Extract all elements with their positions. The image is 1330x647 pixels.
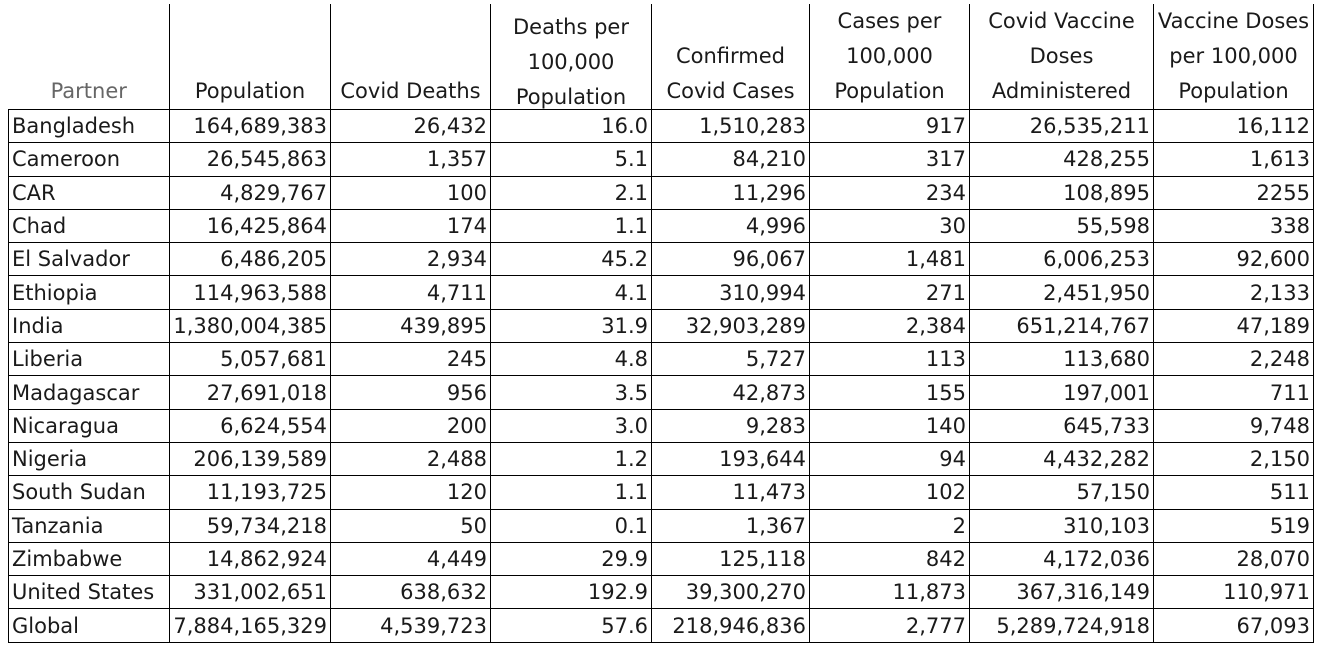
covid-deaths-cell: 174 xyxy=(331,209,491,242)
cases-per-100k-cell: 30 xyxy=(810,209,970,242)
table-row xyxy=(9,209,1314,242)
population-cell: 14,862,924 xyxy=(170,542,331,575)
confirmed-cases-cell: 193,644 xyxy=(652,442,810,475)
cases-per-100k-cell: 102 xyxy=(810,476,970,509)
confirmed-cases-cell: 4,996 xyxy=(652,209,810,242)
deaths-per-100k-cell: 0.1 xyxy=(491,509,652,542)
deaths-per-100k-cell: 57.6 xyxy=(491,609,652,642)
doses-per-100k-cell: 519 xyxy=(1154,509,1314,542)
deaths-per-100k-cell: 1.1 xyxy=(491,209,652,242)
confirmed-cases-cell: 9,283 xyxy=(652,409,810,442)
table-header-row xyxy=(9,4,1314,110)
covid-deaths-cell: 4,449 xyxy=(331,542,491,575)
vaccine-doses-cell: 428,255 xyxy=(970,143,1154,176)
table-row xyxy=(9,476,1314,509)
deaths-per-100k-cell: 16.0 xyxy=(491,110,652,143)
confirmed-cases-cell: 218,946,836 xyxy=(652,609,810,642)
column-header-covid-deaths: Covid Deaths xyxy=(331,4,491,110)
covid-deaths-cell: 1,357 xyxy=(331,143,491,176)
population-cell: 164,689,383 xyxy=(170,110,331,143)
deaths-per-100k-cell: 2.1 xyxy=(491,176,652,209)
table-row xyxy=(9,143,1314,176)
deaths-per-100k-cell: 5.1 xyxy=(491,143,652,176)
doses-per-100k-cell: 110,971 xyxy=(1154,576,1314,609)
column-header-confirmed-cases: Confirmed Covid Cases xyxy=(652,4,810,110)
vaccine-doses-cell: 310,103 xyxy=(970,509,1154,542)
confirmed-cases-cell: 125,118 xyxy=(652,542,810,575)
cases-per-100k-cell: 234 xyxy=(810,176,970,209)
population-cell: 6,624,554 xyxy=(170,409,331,442)
confirmed-cases-cell: 11,473 xyxy=(652,476,810,509)
vaccine-doses-cell: 2,451,950 xyxy=(970,276,1154,309)
vaccine-doses-cell: 57,150 xyxy=(970,476,1154,509)
partner-cell: Zimbabwe xyxy=(9,542,170,575)
doses-per-100k-cell: 9,748 xyxy=(1154,409,1314,442)
vaccine-doses-cell: 651,214,767 xyxy=(970,309,1154,342)
partner-cell: Ethiopia xyxy=(9,276,170,309)
doses-per-100k-cell: 2255 xyxy=(1154,176,1314,209)
deaths-per-100k-cell: 3.0 xyxy=(491,409,652,442)
cases-per-100k-cell: 140 xyxy=(810,409,970,442)
deaths-per-100k-cell: 3.5 xyxy=(491,376,652,409)
covid-deaths-cell: 200 xyxy=(331,409,491,442)
doses-per-100k-cell: 338 xyxy=(1154,209,1314,242)
vaccine-doses-cell: 6,006,253 xyxy=(970,243,1154,276)
population-cell: 1,380,004,385 xyxy=(170,309,331,342)
table-row xyxy=(9,176,1314,209)
confirmed-cases-cell: 310,994 xyxy=(652,276,810,309)
table-row xyxy=(9,509,1314,542)
covid-deaths-cell: 4,711 xyxy=(331,276,491,309)
doses-per-100k-cell: 2,248 xyxy=(1154,343,1314,376)
population-cell: 27,691,018 xyxy=(170,376,331,409)
cases-per-100k-cell: 842 xyxy=(810,542,970,575)
covid-deaths-cell: 2,488 xyxy=(331,442,491,475)
cases-per-100k-cell: 113 xyxy=(810,343,970,376)
population-cell: 59,734,218 xyxy=(170,509,331,542)
table-row xyxy=(9,576,1314,609)
partner-cell: Liberia xyxy=(9,343,170,376)
table-body xyxy=(9,110,1314,643)
partner-cell: El Salvador xyxy=(9,243,170,276)
table-row xyxy=(9,343,1314,376)
cases-per-100k-cell: 11,873 xyxy=(810,576,970,609)
vaccine-doses-cell: 113,680 xyxy=(970,343,1154,376)
column-header-partner: Partner xyxy=(9,4,170,110)
covid-deaths-cell: 245 xyxy=(331,343,491,376)
partner-cell: United States xyxy=(9,576,170,609)
table-row xyxy=(9,542,1314,575)
partner-cell: Madagascar xyxy=(9,376,170,409)
column-header-cases-per-100k: Cases per 100,000 Population xyxy=(810,4,970,110)
covid-deaths-cell: 4,539,723 xyxy=(331,609,491,642)
column-header-deaths-per-100k: Deaths per 100,000 Population xyxy=(491,4,652,110)
confirmed-cases-cell: 1,367 xyxy=(652,509,810,542)
column-header-doses-per-100k: Vaccine Doses per 100,000 Population xyxy=(1154,4,1314,110)
table-row xyxy=(9,110,1314,143)
confirmed-cases-cell: 42,873 xyxy=(652,376,810,409)
cases-per-100k-cell: 917 xyxy=(810,110,970,143)
vaccine-doses-cell: 26,535,211 xyxy=(970,110,1154,143)
partner-cell: Nigeria xyxy=(9,442,170,475)
vaccine-doses-cell: 55,598 xyxy=(970,209,1154,242)
confirmed-cases-cell: 39,300,270 xyxy=(652,576,810,609)
deaths-per-100k-cell: 192.9 xyxy=(491,576,652,609)
doses-per-100k-cell: 16,112 xyxy=(1154,110,1314,143)
population-cell: 11,193,725 xyxy=(170,476,331,509)
doses-per-100k-cell: 2,150 xyxy=(1154,442,1314,475)
vaccine-doses-cell: 108,895 xyxy=(970,176,1154,209)
partner-cell: Tanzania xyxy=(9,509,170,542)
doses-per-100k-cell: 711 xyxy=(1154,376,1314,409)
cases-per-100k-cell: 94 xyxy=(810,442,970,475)
deaths-per-100k-cell: 31.9 xyxy=(491,309,652,342)
partner-cell: Chad xyxy=(9,209,170,242)
cases-per-100k-cell: 271 xyxy=(810,276,970,309)
partner-cell: Bangladesh xyxy=(9,110,170,143)
doses-per-100k-cell: 511 xyxy=(1154,476,1314,509)
covid-deaths-cell: 50 xyxy=(331,509,491,542)
population-cell: 4,829,767 xyxy=(170,176,331,209)
doses-per-100k-cell: 67,093 xyxy=(1154,609,1314,642)
confirmed-cases-cell: 11,296 xyxy=(652,176,810,209)
partner-cell: CAR xyxy=(9,176,170,209)
deaths-per-100k-cell: 1.1 xyxy=(491,476,652,509)
deaths-per-100k-cell: 4.8 xyxy=(491,343,652,376)
population-cell: 206,139,589 xyxy=(170,442,331,475)
deaths-per-100k-cell: 1.2 xyxy=(491,442,652,475)
vaccine-doses-cell: 4,172,036 xyxy=(970,542,1154,575)
cases-per-100k-cell: 2 xyxy=(810,509,970,542)
population-cell: 5,057,681 xyxy=(170,343,331,376)
confirmed-cases-cell: 1,510,283 xyxy=(652,110,810,143)
covid-data-table xyxy=(8,4,1314,643)
cases-per-100k-cell: 2,384 xyxy=(810,309,970,342)
deaths-per-100k-cell: 29.9 xyxy=(491,542,652,575)
covid-deaths-cell: 956 xyxy=(331,376,491,409)
table-row xyxy=(9,609,1314,642)
vaccine-doses-cell: 4,432,282 xyxy=(970,442,1154,475)
partner-cell: South Sudan xyxy=(9,476,170,509)
deaths-per-100k-cell: 45.2 xyxy=(491,243,652,276)
confirmed-cases-cell: 5,727 xyxy=(652,343,810,376)
doses-per-100k-cell: 2,133 xyxy=(1154,276,1314,309)
partner-cell: Global xyxy=(9,609,170,642)
vaccine-doses-cell: 197,001 xyxy=(970,376,1154,409)
partner-cell: India xyxy=(9,309,170,342)
column-header-vaccine-doses: Covid Vaccine Doses Administered xyxy=(970,4,1154,110)
partner-cell: Cameroon xyxy=(9,143,170,176)
covid-deaths-cell: 2,934 xyxy=(331,243,491,276)
vaccine-doses-cell: 367,316,149 xyxy=(970,576,1154,609)
table-row xyxy=(9,309,1314,342)
population-cell: 7,884,165,329 xyxy=(170,609,331,642)
population-cell: 16,425,864 xyxy=(170,209,331,242)
cases-per-100k-cell: 1,481 xyxy=(810,243,970,276)
cases-per-100k-cell: 155 xyxy=(810,376,970,409)
deaths-per-100k-cell: 4.1 xyxy=(491,276,652,309)
doses-per-100k-cell: 47,189 xyxy=(1154,309,1314,342)
covid-deaths-cell: 120 xyxy=(331,476,491,509)
vaccine-doses-cell: 645,733 xyxy=(970,409,1154,442)
cases-per-100k-cell: 317 xyxy=(810,143,970,176)
population-cell: 331,002,651 xyxy=(170,576,331,609)
doses-per-100k-cell: 1,613 xyxy=(1154,143,1314,176)
covid-deaths-cell: 26,432 xyxy=(331,110,491,143)
population-cell: 114,963,588 xyxy=(170,276,331,309)
population-cell: 26,545,863 xyxy=(170,143,331,176)
confirmed-cases-cell: 84,210 xyxy=(652,143,810,176)
table-row xyxy=(9,376,1314,409)
table-row xyxy=(9,442,1314,475)
covid-deaths-cell: 638,632 xyxy=(331,576,491,609)
table-row xyxy=(9,276,1314,309)
partner-cell: Nicaragua xyxy=(9,409,170,442)
confirmed-cases-cell: 32,903,289 xyxy=(652,309,810,342)
covid-deaths-cell: 100 xyxy=(331,176,491,209)
covid-deaths-cell: 439,895 xyxy=(331,309,491,342)
vaccine-doses-cell: 5,289,724,918 xyxy=(970,609,1154,642)
table-row xyxy=(9,409,1314,442)
doses-per-100k-cell: 28,070 xyxy=(1154,542,1314,575)
confirmed-cases-cell: 96,067 xyxy=(652,243,810,276)
cases-per-100k-cell: 2,777 xyxy=(810,609,970,642)
table-row xyxy=(9,243,1314,276)
column-header-population: Population xyxy=(170,4,331,110)
doses-per-100k-cell: 92,600 xyxy=(1154,243,1314,276)
population-cell: 6,486,205 xyxy=(170,243,331,276)
